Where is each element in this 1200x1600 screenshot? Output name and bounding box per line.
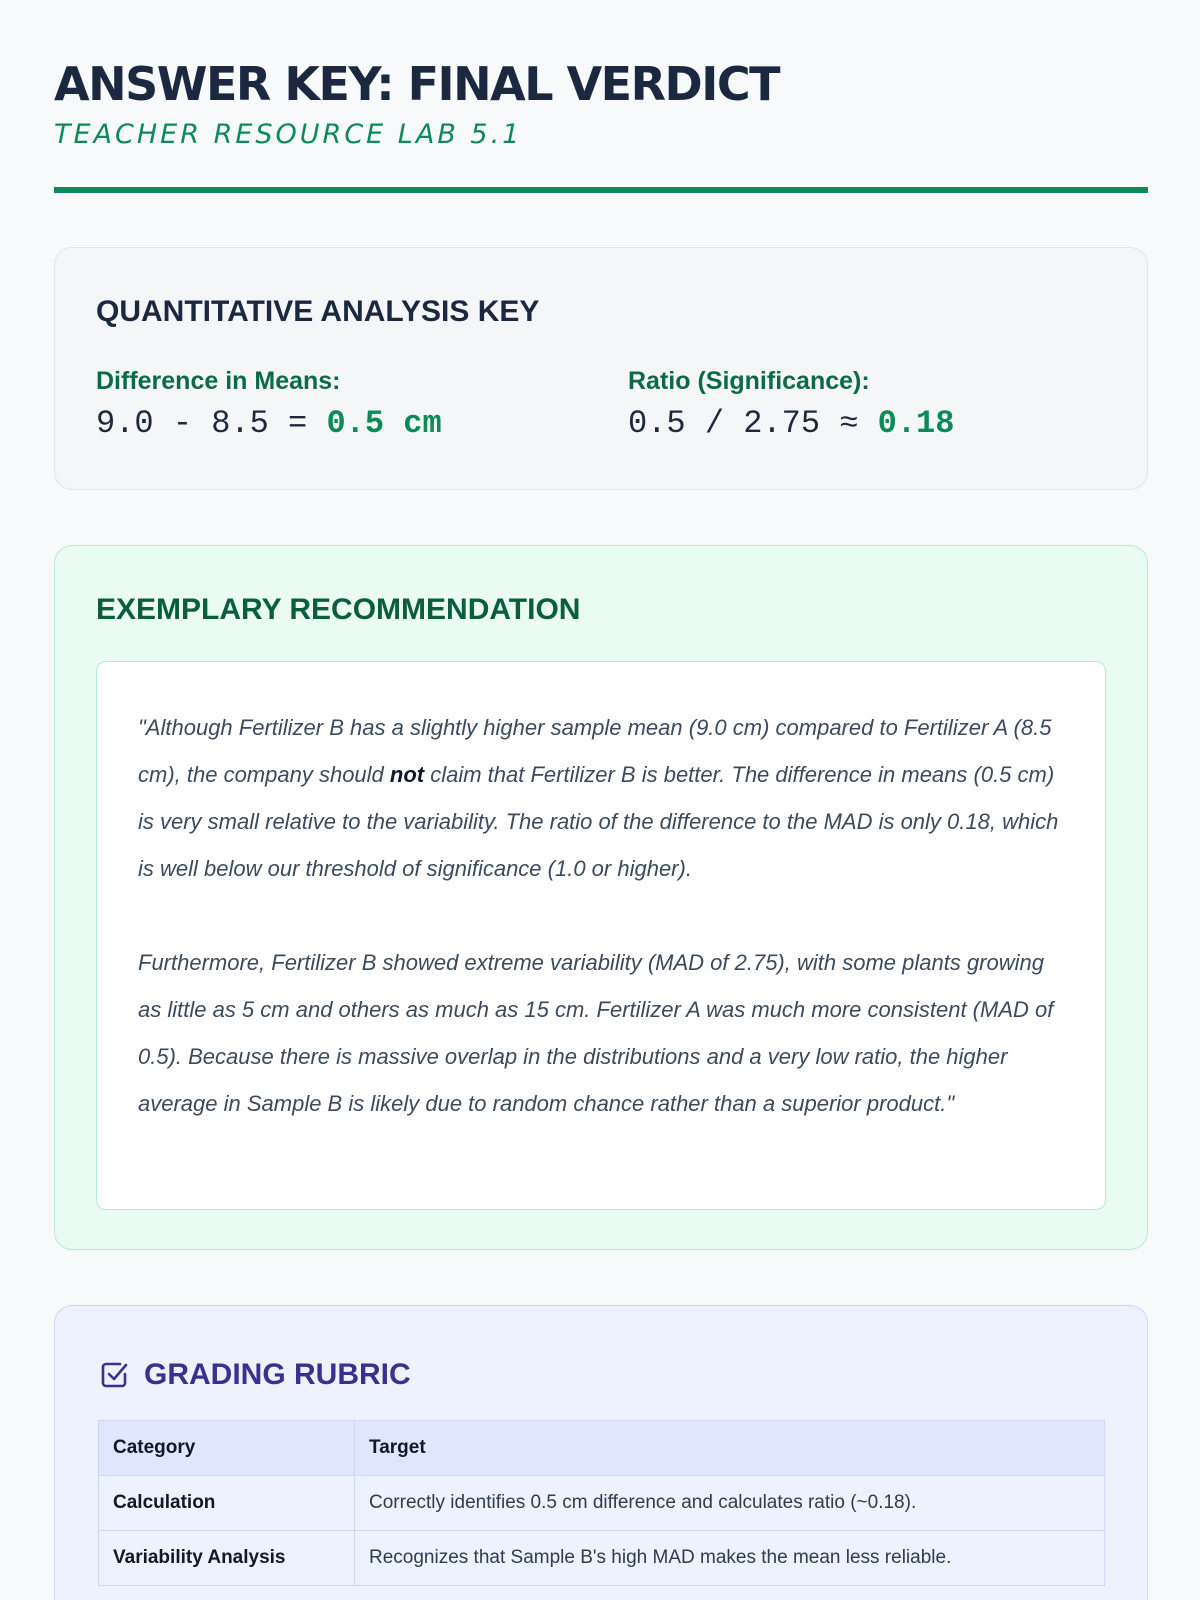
difference-label: Difference in Means: [96, 367, 341, 395]
ratio-label: Ratio (Significance): [628, 367, 870, 395]
recommendation-card [54, 545, 1148, 1250]
difference-result: 0.5 cm [326, 405, 442, 442]
difference-value [96, 406, 442, 442]
recommendation-quote [96, 661, 1106, 1210]
quote-p1-before: "Although Fertilizer B has a slightly higher sample mean (9.0 cm) compared to Fertilizer A (8.5 cm), the company should [138, 715, 1052, 787]
rubric-title: GRADING RUBRIC [144, 1358, 411, 1391]
grading-rubric-card [54, 1305, 1148, 1600]
rubric-table [98, 1420, 1105, 1586]
difference-in-means [96, 366, 442, 442]
rubric-target: Recognizes that Sample B's high MAD makes the mean less reliable. [355, 1531, 1105, 1586]
quantitative-analysis-card [54, 247, 1148, 490]
rubric-header [98, 1357, 411, 1393]
page-header [54, 58, 1148, 152]
rubric-category: Variability Analysis [99, 1531, 355, 1586]
rubric-target: Correctly identifies 0.5 cm difference and calculates ratio (~0.18). [355, 1476, 1105, 1531]
rubric-category: Calculation [99, 1476, 355, 1531]
page-subtitle: TEACHER RESOURCE LAB 5.1 [54, 119, 523, 150]
column-header-target: Target [355, 1421, 1105, 1476]
difference-expression: 9.0 - 8.5 = [96, 405, 327, 442]
ratio-result: 0.18 [877, 405, 955, 442]
quote-paragraph-1 [138, 704, 1065, 892]
quote-p1-after: claim that Fertilizer B is better. The difference in means (0.5 cm) is very small relative to the variability. The ratio of the difference to the MAD is only 0.18, which is well below our threshold of significance (1.0 or higher). [138, 762, 1059, 881]
checkbox-icon [98, 1359, 130, 1391]
table-row [99, 1531, 1105, 1586]
ratio-value [628, 406, 954, 442]
quote-p1-emphasis: not [389, 762, 425, 787]
column-header-category: Category [99, 1421, 355, 1476]
ratio-expression: 0.5 / 2.75 ≈ [628, 405, 878, 442]
table-row [99, 1476, 1105, 1531]
recommendation-title: EXEMPLARY RECOMMENDATION [96, 593, 581, 626]
quote-paragraph-2: Furthermore, Fertilizer B showed extreme variability (MAD of 2.75), with some plants growing as little as 5 cm and others as much as 15 cm. Fertilizer A was much more consistent (MAD of 0.5). Because there is massive overlap in the distributions and a very low ratio, the higher average in Sample B is likely due to random chance rather than a superior product." [138, 950, 1054, 1116]
header-divider [54, 187, 1148, 193]
quantitative-analysis-title: QUANTITATIVE ANALYSIS KEY [96, 295, 540, 328]
page-title: ANSWER KEY: FINAL VERDICT [54, 57, 779, 111]
ratio-significance [628, 366, 954, 442]
rubric-header-row [99, 1421, 1105, 1476]
